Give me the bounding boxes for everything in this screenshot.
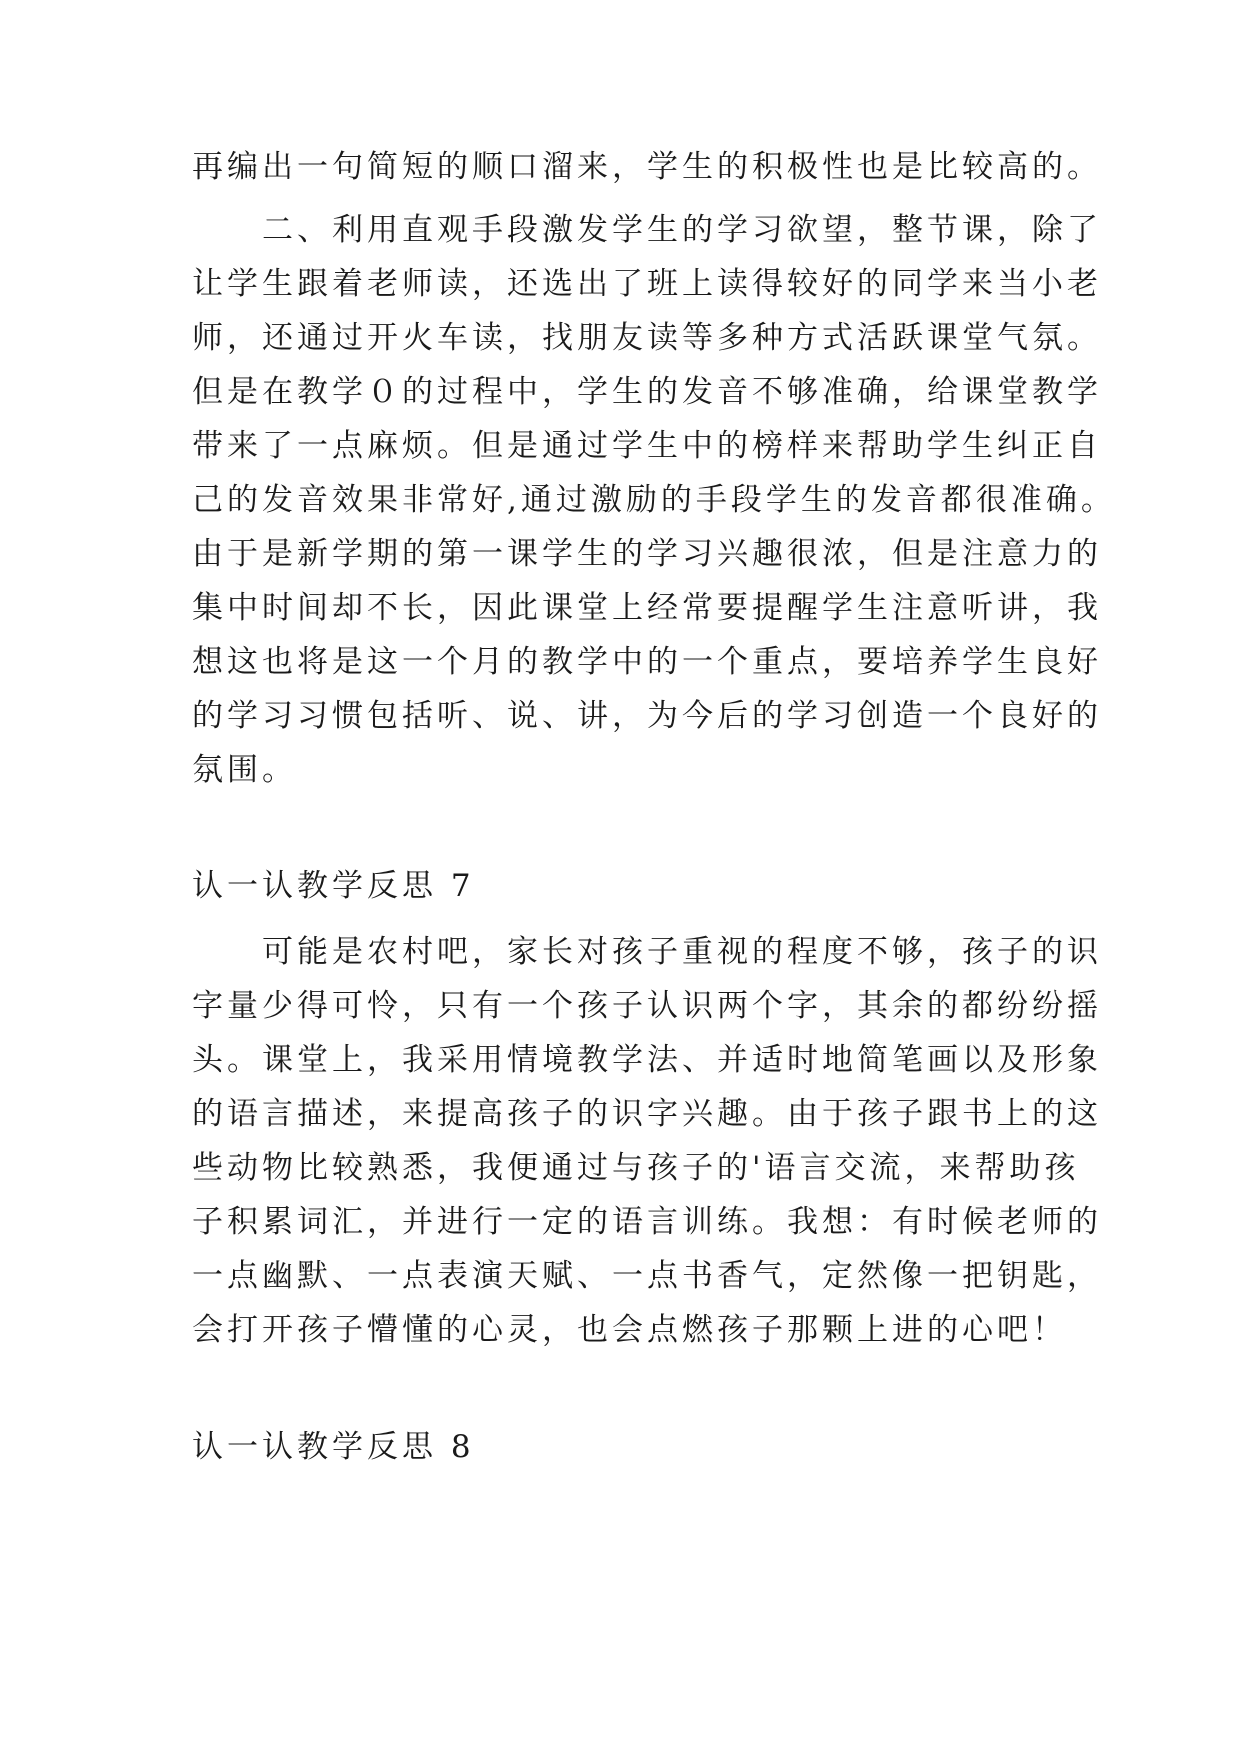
paragraph-line: 子积累词汇，并进行一定的语言训练。我想：有时候老师的	[192, 1204, 1102, 1240]
paragraph-line: 一点幽默、一点表演天赋、一点书香气，定然像一把钥匙，	[192, 1258, 1102, 1294]
paragraph-line: 的学习习惯包括听、说、讲，为今后的学习创造一个良好的	[192, 698, 1102, 734]
paragraph-line: 的语言描述，来提高孩子的识字兴趣。由于孩子跟书上的这	[192, 1096, 1102, 1132]
paragraph-line: 己的发音效果非常好,通过激励的手段学生的发音都很准确。	[192, 482, 1116, 518]
paragraph-line: 再编出一句简短的顺口溜来，学生的积极性也是比较高的。	[192, 149, 1102, 185]
paragraph-line: 二、利用直观手段激发学生的学习欲望，整节课，除了	[192, 212, 1102, 248]
paragraph-line: 氛围。	[192, 752, 297, 788]
paragraph-line: 些动物比较熟悉，我便通过与孩子的'语言交流，来帮助孩	[192, 1150, 1080, 1186]
paragraph-line: 想这也将是这一个月的教学中的一个重点，要培养学生良好	[192, 644, 1102, 680]
section-heading-8: 认一认教学反思 8	[192, 1429, 475, 1465]
section-heading-7: 认一认教学反思 7	[192, 868, 475, 904]
paragraph-line: 集中时间却不长，因此课堂上经常要提醒学生注意听讲，我	[192, 590, 1102, 626]
paragraph-line: 可能是农村吧，家长对孩子重视的程度不够，孩子的识	[192, 934, 1102, 970]
paragraph-line: 带来了一点麻烦。但是通过学生中的榜样来帮助学生纠正自	[192, 428, 1102, 464]
paragraph-line: 由于是新学期的第一课学生的学习兴趣很浓，但是注意力的	[192, 536, 1102, 572]
paragraph-line: 字量少得可怜，只有一个孩子认识两个字，其余的都纷纷摇	[192, 988, 1102, 1024]
paragraph-line: 师，还通过开火车读，找朋友读等多种方式活跃课堂气氛。	[192, 320, 1102, 356]
paragraph-line: 头。课堂上，我采用情境教学法、并适时地简笔画以及形象	[192, 1042, 1102, 1078]
paragraph-line: 会打开孩子懵懂的心灵，也会点燃孩子那颗上进的心吧！	[192, 1312, 1067, 1348]
paragraph-line: 但是在教学０的过程中，学生的发音不够准确，给课堂教学	[192, 374, 1102, 410]
paragraph-line: 让学生跟着老师读，还选出了班上读得较好的同学来当小老	[192, 266, 1102, 302]
